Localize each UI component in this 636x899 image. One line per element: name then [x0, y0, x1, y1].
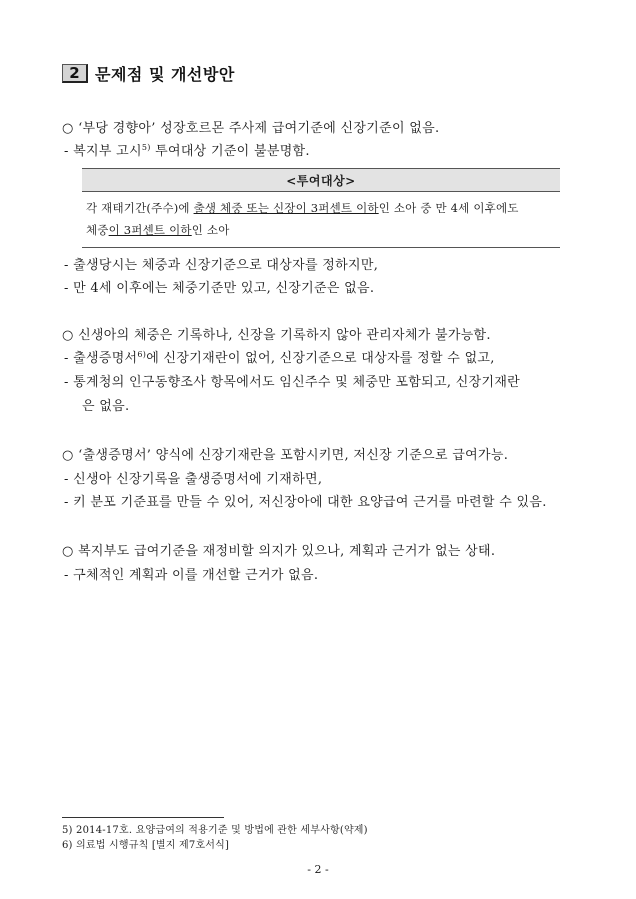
footnote-6: 6) 의료법 시행규칙 [별지 제7호서식]	[62, 840, 230, 851]
paragraph-2-sub-2-cont: 은 없음.	[82, 399, 130, 414]
section-title: 문제점 및 개선방안	[95, 65, 235, 84]
page-number: - 2 -	[307, 863, 329, 876]
paragraph-2-main: ○ 신생아의 체중은 기록하나, 신장을 기록하지 않아 관리자체가 불가능함.	[62, 328, 491, 343]
paragraph-1-sub-1: - 복지부 고시$^{5)}$ 투여대상 기준이 불분명함.	[64, 143, 310, 159]
section-heading	[62, 62, 235, 85]
footnote-ref-6: 6)	[137, 350, 147, 359]
paragraph-2-sub-1: - 출생증명서$^{6)}$에 신장기재란이 없어, 신장기준으로 대상자를 정할 수 없고,	[64, 350, 495, 366]
paragraph-3-sub-2: - 키 분포 기준표를 만들 수 있어, 저신장아에 대한 요양급여 근거를 마련할 수 있음.	[64, 495, 547, 510]
eligibility-box-body: 각 재태기간(주수)에 출생 체중 또는 신장이 3퍼센트 이하인 소아 중 만 4세 이후에도 체중이 3퍼센트 이하인 소아	[86, 201, 519, 237]
footnote-5: 5) 2014-17호. 요양급여의 적용기준 및 방법에 관한 세부사항(약제)	[62, 825, 368, 836]
eligibility-box-header: <투여대상>	[82, 169, 560, 192]
eligibility-box	[82, 168, 560, 248]
paragraph-1-main: ○ ‘부당 경향아’ 성장호르몬 주사제 급여기준에 신장기준이 없음.	[62, 121, 440, 136]
footnote-separator	[62, 817, 224, 818]
paragraph-2-sub-2: - 통계청의 인구동향조사 항목에서도 임신주수 및 체중만 포함되고, 신장기재란	[64, 375, 521, 390]
section-number-box: 2	[62, 64, 88, 83]
paragraph-3-sub-1: - 신생아 신장기록을 출생증명서에 기재하면,	[64, 472, 323, 487]
footnote-ref-5: 5)	[141, 143, 151, 152]
paragraph-1-sub-2: - 출생당시는 체중과 신장기준으로 대상자를 정하지만,	[64, 258, 379, 273]
paragraph-4-sub-1: - 구체적인 계획과 이를 개선할 근거가 없음.	[64, 568, 319, 583]
paragraph-4-main: ○ 복지부도 급여기준을 재정비할 의지가 있으나, 계획과 근거가 없는 상태.	[62, 544, 496, 559]
paragraph-3-main: ○ ‘출생증명서’ 양식에 신장기재란을 포함시키면, 저신장 기준으로 급여가능.	[62, 448, 509, 463]
paragraph-1-sub-3: - 만 4세 이후에는 체중기준만 있고, 신장기준은 없음.	[64, 281, 375, 296]
